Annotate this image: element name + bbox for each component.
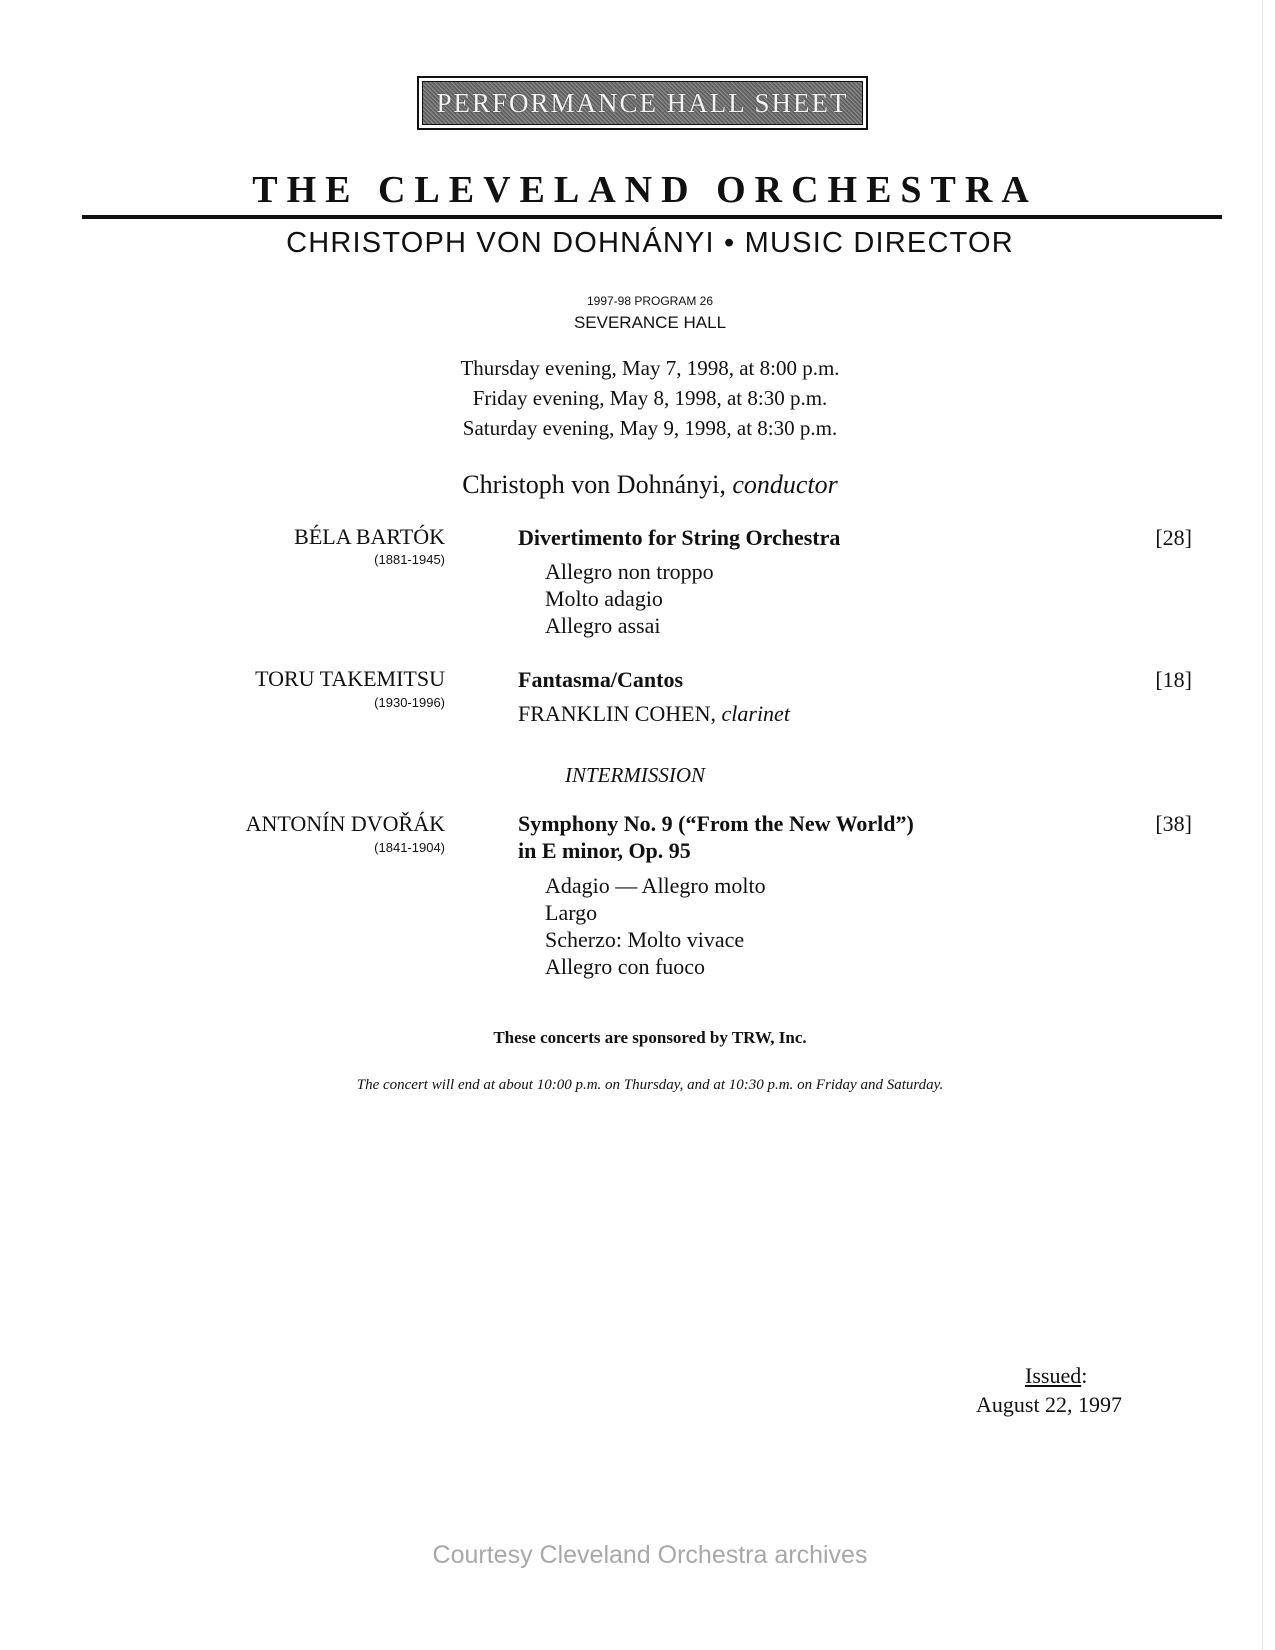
soloist-name: FRANKLIN COHEN, <box>518 701 716 726</box>
work-title-symphony-9 <box>518 810 914 864</box>
years-bartok: (1881-1945) <box>374 552 445 567</box>
conductor-line <box>0 470 1275 500</box>
courtesy-watermark: Courtesy Cleveland Orchestra archives <box>432 1541 868 1569</box>
venue: SEVERANCE HALL <box>573 313 727 332</box>
issued-label <box>1025 1363 1087 1389</box>
movement: Allegro con fuoco <box>545 954 706 979</box>
years-dvorak: (1841-1904) <box>374 840 445 855</box>
duration-fantasma-cantos: [18] <box>1155 667 1192 692</box>
duration-symphony-9: [38] <box>1155 811 1192 836</box>
work-title-line: in E minor, Op. 95 <box>518 838 691 863</box>
movement: Allegro assai <box>545 613 661 638</box>
performance-dates <box>0 353 1275 443</box>
orchestra-title: THE CLEVELAND ORCHESTRA <box>252 169 1038 211</box>
conductor-name: Christoph von Dohnányi, <box>462 470 726 499</box>
date-line-thursday: Thursday evening, May 7, 1998, at 8:00 p.m. <box>460 356 840 380</box>
conductor-role: conductor <box>732 470 838 499</box>
banner-panel <box>422 81 863 125</box>
movement: Molto adagio <box>545 586 663 611</box>
work-title-line: Symphony No. 9 (“From the New World”) <box>518 811 914 836</box>
performance-hall-sheet-banner <box>417 76 868 130</box>
sponsor-note: These concerts are sponsored by TRW, Inc. <box>493 1028 807 1047</box>
composer-dvorak: ANTONÍN DVOŘÁK <box>245 811 445 836</box>
issued-date: August 22, 1997 <box>976 1392 1123 1417</box>
work-title-fantasma-cantos: Fantasma/Cantos <box>518 667 684 692</box>
soloist-line <box>518 701 790 727</box>
issued-colon: : <box>1081 1363 1088 1388</box>
movements-divertimento <box>545 558 714 639</box>
movements-symphony-9 <box>545 872 766 980</box>
movement: Adagio — Allegro molto <box>545 873 766 898</box>
composer-bartok: BÉLA BARTÓK <box>294 524 445 549</box>
work-title-divertimento: Divertimento for String Orchestra <box>518 525 841 550</box>
movement: Scherzo: Molto vivace <box>545 927 745 952</box>
movement: Largo <box>545 900 598 925</box>
banner-text: PERFORMANCE HALL SHEET <box>436 87 849 118</box>
program-number: 1997-98 PROGRAM 26 <box>586 294 714 308</box>
composer-takemitsu: TORU TAKEMITSU <box>255 666 445 691</box>
end-time-note: The concert will end at about 10:00 p.m. on Thursday, and at 10:30 p.m. on Friday and Saturday. <box>356 1077 944 1093</box>
intermission: INTERMISSION <box>565 763 705 787</box>
issued-label-text: Issued <box>1025 1363 1082 1388</box>
music-director-line: CHRISTOPH VON DOHNÁNYI • MUSIC DIRECTOR <box>286 227 1014 259</box>
date-line-saturday: Saturday evening, May 9, 1998, at 8:30 p.m. <box>462 416 838 440</box>
movement: Allegro non troppo <box>545 559 714 584</box>
duration-divertimento: [28] <box>1155 525 1192 550</box>
years-takemitsu: (1930-1996) <box>374 695 445 710</box>
soloist-instrument: clarinet <box>721 701 790 726</box>
title-rule <box>82 215 1222 219</box>
date-line-friday: Friday evening, May 8, 1998, at 8:30 p.m. <box>472 386 828 410</box>
